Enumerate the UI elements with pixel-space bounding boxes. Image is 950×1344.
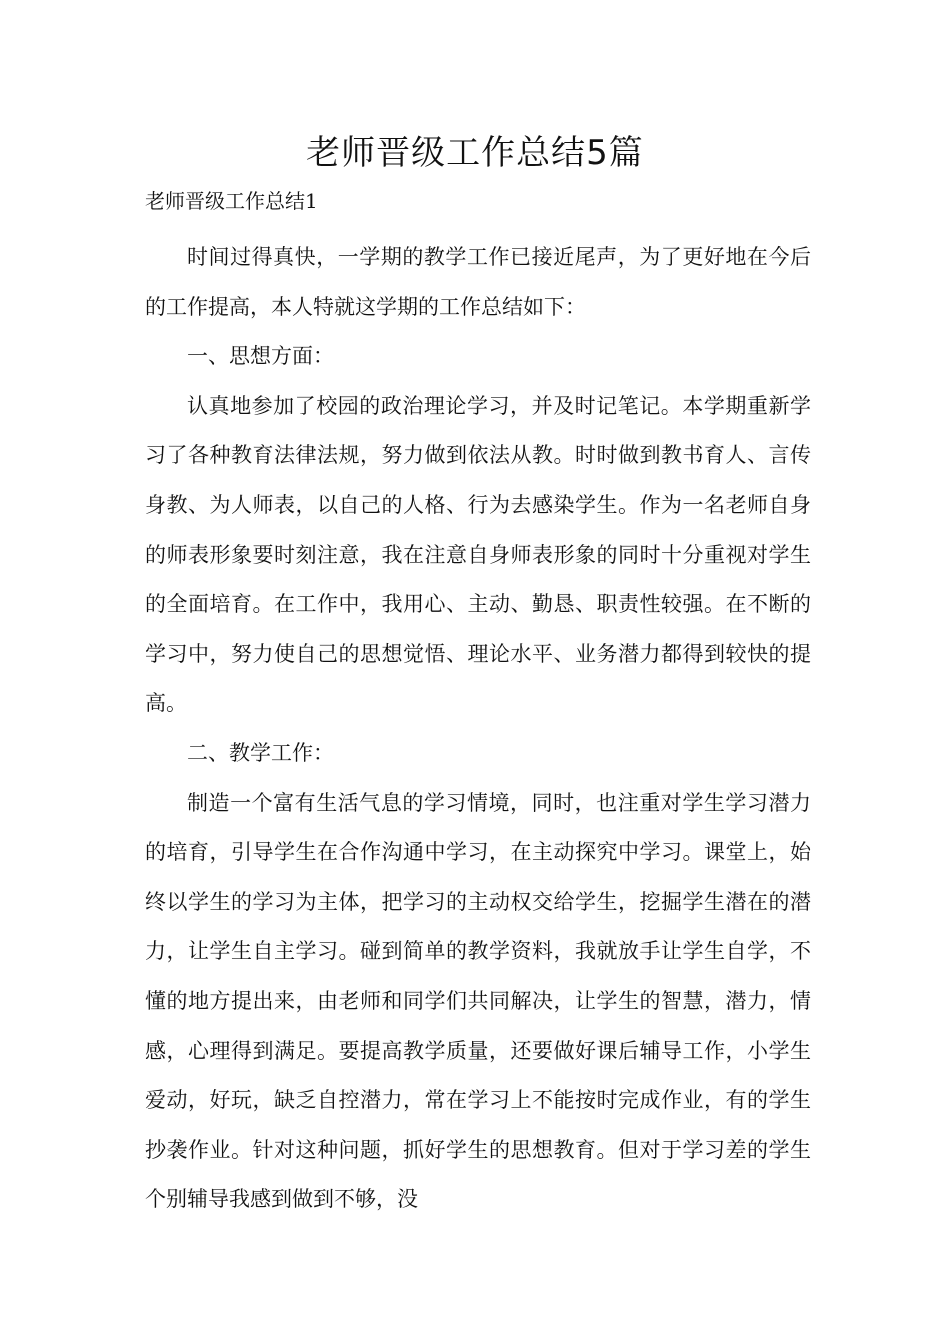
document-title: 老师晋级工作总结5篇 <box>306 133 644 173</box>
section-heading-teaching: 二、教学工作： <box>187 740 334 765</box>
document-body <box>145 233 811 1225</box>
paragraph-thought: 认真地参加了校园的政治理论学习，并及时记笔记。本学期重新学习了各种教育法律法规，努力做到依法从教。时时做到教书育人、言传身教、为人师表，以自己的人格、行为去感染学生。作为一名老师自身的师表形象要时刻注意，我在注意自身师表形象的同时十分重视对学生的全面培育。在工作中，我用心、主动、勤恳、职责性较强。在不断的学习中，努力使自己的思想觉悟、理论水平、业务潜力都得到较快的提高。 <box>145 393 811 716</box>
section-heading-thought: 一、思想方面： <box>187 344 334 369</box>
paragraph-intro: 时间过得真快，一学期的教学工作已接近尾声，为了更好地在今后的工作提高，本人特就这学期的工作总结如下： <box>145 245 811 319</box>
paragraph-teaching: 制造一个富有生活气息的学习情境，同时，也注重对学生学习潜力的培育，引导学生在合作沟通中学习，在主动探究中学习。课堂上，始终以学生的学习为主体，把学习的主动权交给学生，挖掘学生潜在的潜力，让学生自主学习。碰到简单的教学资料，我就放手让学生自学，不懂的地方提出来，由老师和同学们共同解决，让学生的智慧，潜力，情感，心理得到满足。要提高教学质量，还要做好课后辅导工作，小学生爱动，好玩，缺乏自控潜力，常在学习上不能按时完成作业，有的学生抄袭作业。针对这种问题，抓好学生的思想教育。但对于学习差的学生个别辅导我感到做到不够，没 <box>145 790 811 1212</box>
section-subtitle: 老师晋级工作总结1 <box>145 189 318 213</box>
